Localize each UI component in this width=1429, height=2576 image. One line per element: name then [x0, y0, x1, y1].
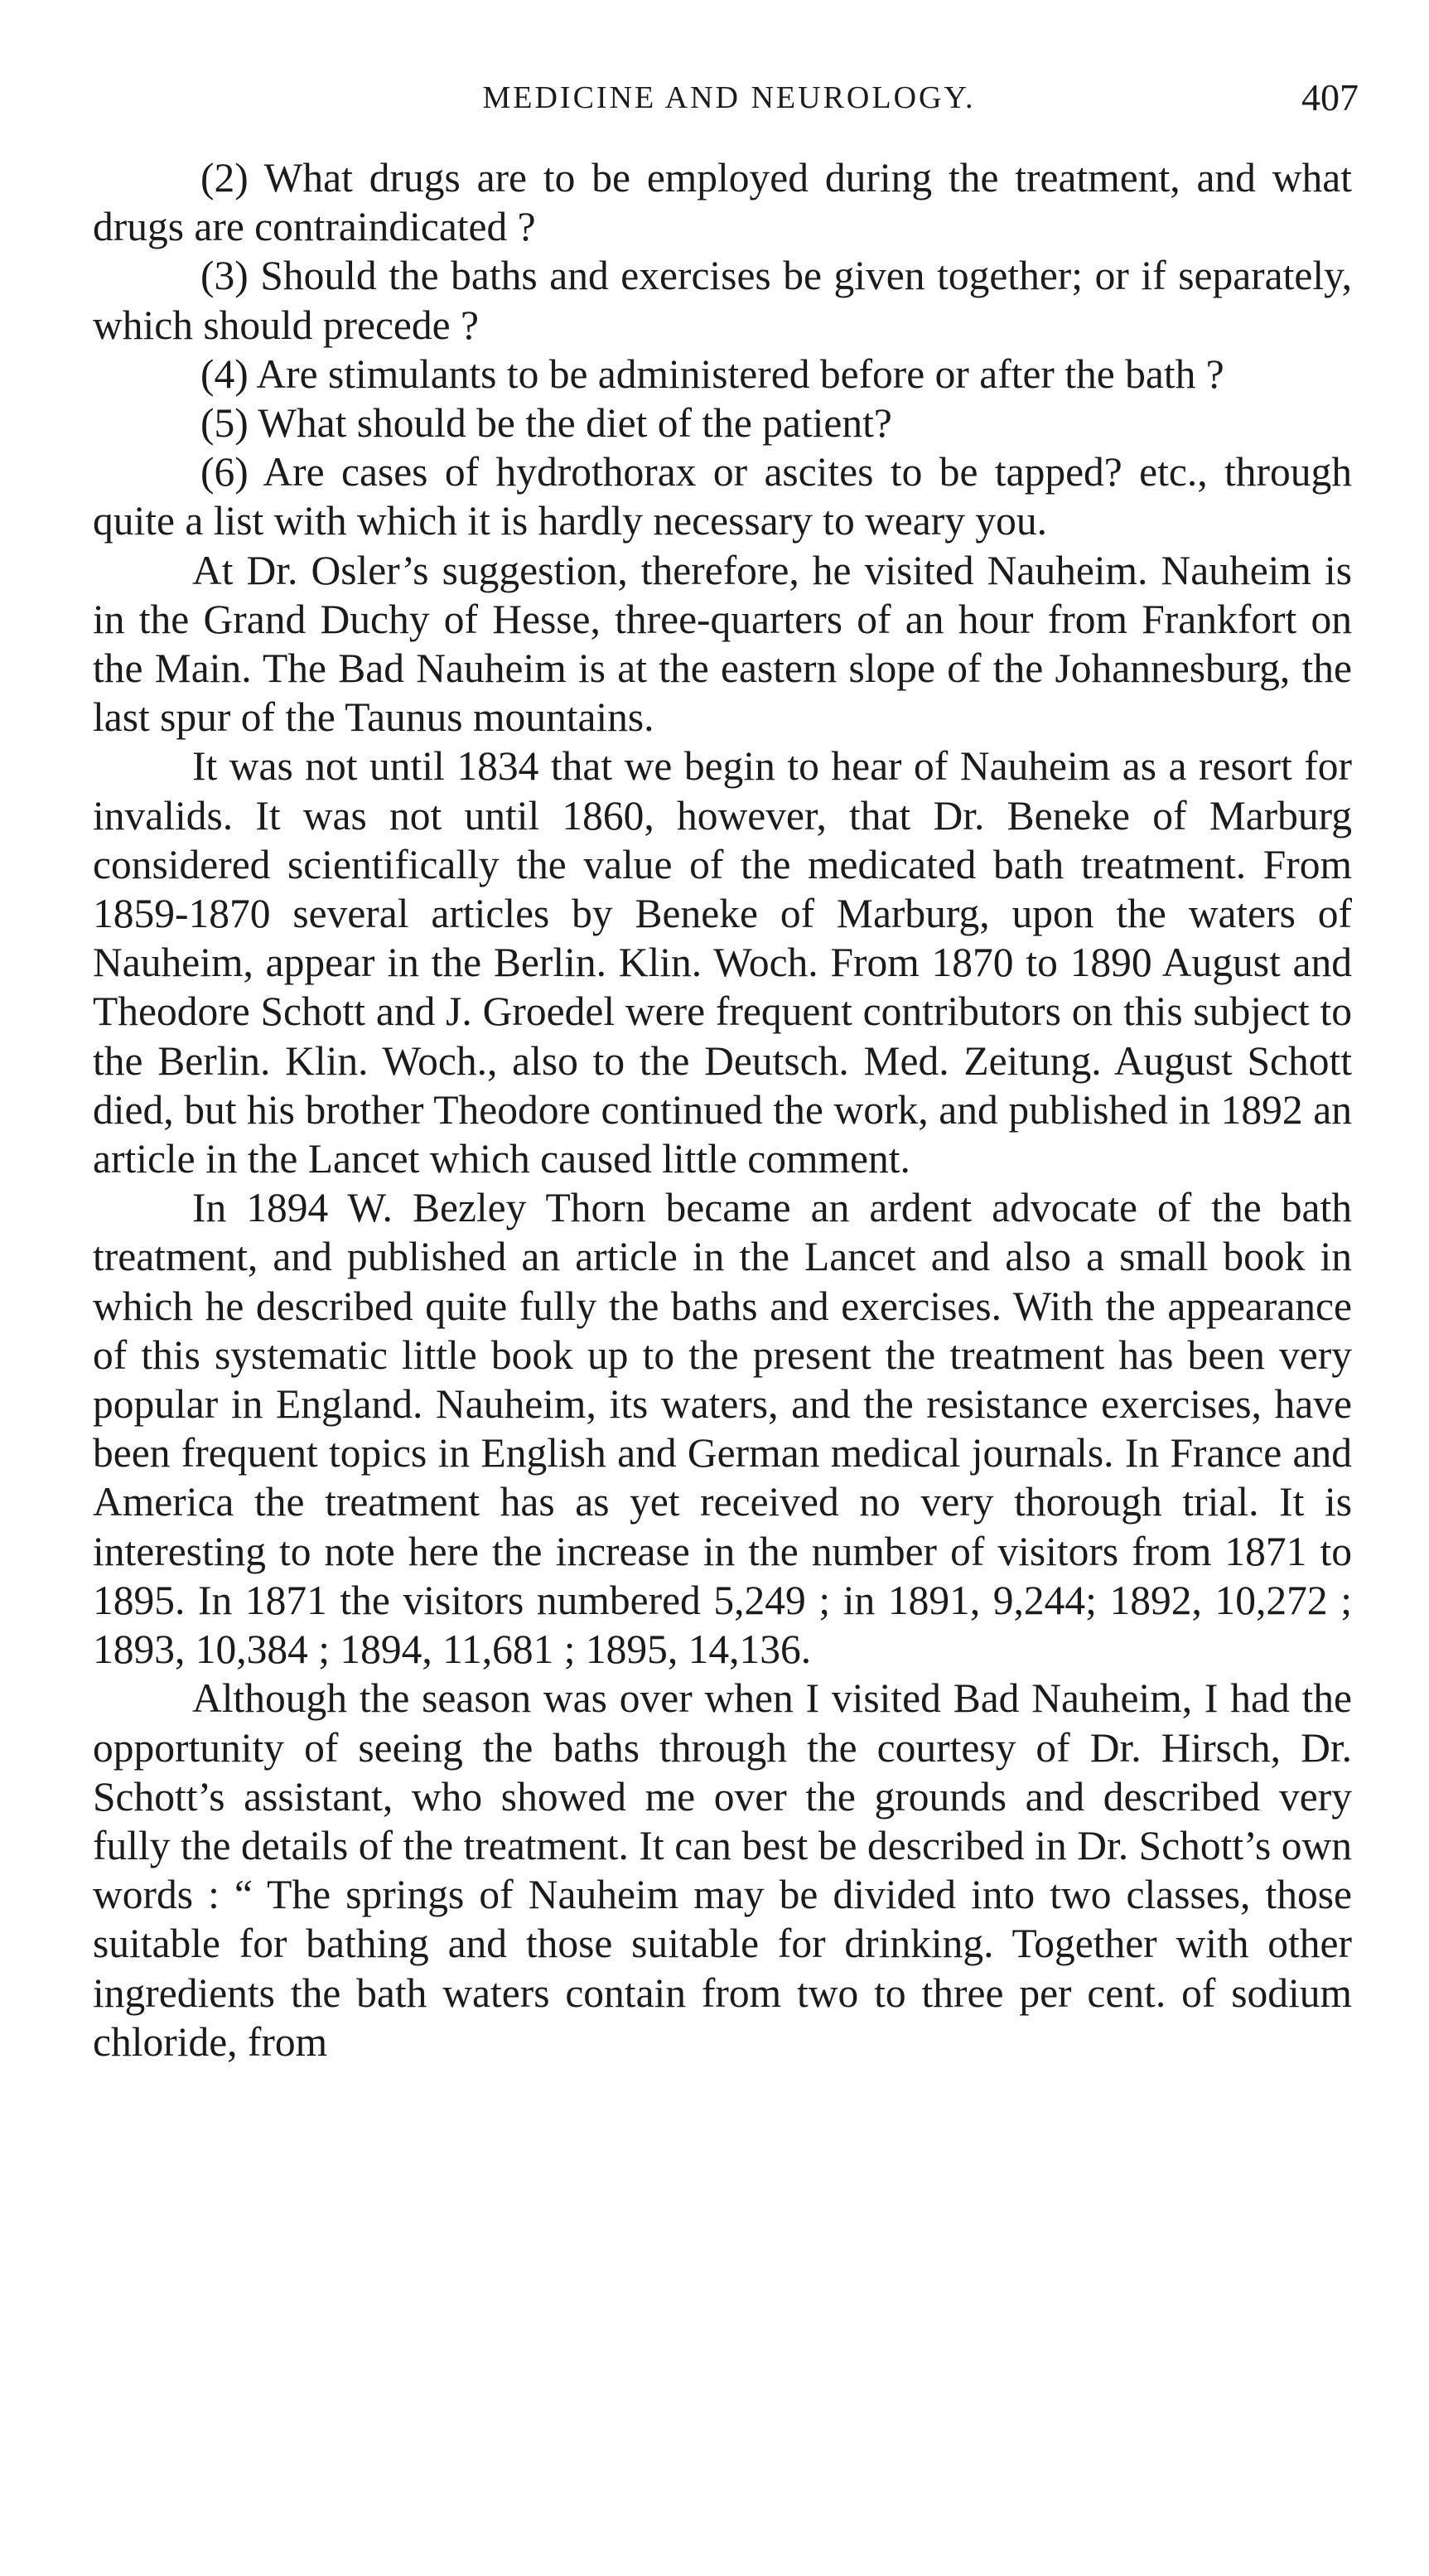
question-6-paragraph: (6) Are cases of hydrothorax or ascites to be tapped? etc., through quite a list with which it is hardly necessary to weary you.: [93, 449, 1352, 544]
running-head: [99, 73, 1359, 123]
body-text: [93, 153, 1352, 2066]
question-4-paragraph: (4) Are stimulants to be administered before or after the bath ?: [200, 350, 1224, 397]
question-3-paragraph: (3) Should the baths and exercises be given together; or if separately, which should precede ?: [93, 253, 1352, 348]
thorn-treatment-paragraph: In 1894 W. Bezley Thorn became an ardent advocate of the bath treatment, and published an article in the Lancet and also a small book in which he described quite fully the baths and exercises. With the appearance of this systematic little book up to the present the treatment has been very popular in England. Nauheim, its waters, and the resistance exercises, have been frequent topics in English and German medical journals. In France and America the treatment has as yet received no very thorough trial. It is interesting to note here the increase in the number of visitors from 1871 to 1895. In 1871 the visitors numbered 5,249 ; in 1891, 9,244; 1892, 10,272 ; 1893, 10,384 ; 1894, 11,681 ; 1895, 14,136.: [93, 1185, 1352, 1673]
page-number: 407: [1301, 76, 1359, 118]
running-title: MEDICINE AND NEUROLOGY.: [482, 80, 976, 115]
nauheim-location-paragraph: At Dr. Osler’s suggestion, therefore, he visited Nauheim. Nauheim is in the Grand Duchy of Hesse, three-quarters of an hour from Frankfort on the Main. The Bad Nauheim is at the eastern slope of the Johannesburg, the last spur of the Taunus mountains.: [93, 547, 1352, 741]
question-5-paragraph: (5) What should be the diet of the patient?: [200, 400, 892, 447]
visit-description-paragraph: Although the season was over when I visited Bad Nauheim, I had the opportunity of seeing the baths through the courtesy of Dr. Hirsch, Dr. Schott’s assistant, who showed me over the grounds and described very fully the details of the treatment. It can best be described in Dr. Schott’s own words : “ The springs of Nauheim may be divided into two classes, those suitable for bathing and those suitable for drinking. Together with other ingredients the bath waters contain from two to three per cent. of sodium chloride, from: [93, 1675, 1352, 2065]
question-2-paragraph: (2) What drugs are to be employed during the treatment, and what drugs are contraindicated ?: [93, 155, 1352, 250]
nauheim-history-paragraph: It was not until 1834 that we begin to hear of Nauheim as a resort for invalids. It was not until 1860, however, that Dr. Beneke of Marburg considered scientifically the value of the medicated bath treatment. From 1859-1870 several articles by Beneke of Marburg, upon the waters of Nauheim, appear in the Berlin. Klin. Woch. From 1870 to 1890 August and Theodore Schott and J. Groedel were frequent contributors on this subject to the Berlin. Klin. Woch., also to the Deutsch. Med. Zeitung. August Schott died, but his brother Theodore continued the work, and published in 1892 an article in the Lancet which caused little comment.: [93, 743, 1352, 1182]
